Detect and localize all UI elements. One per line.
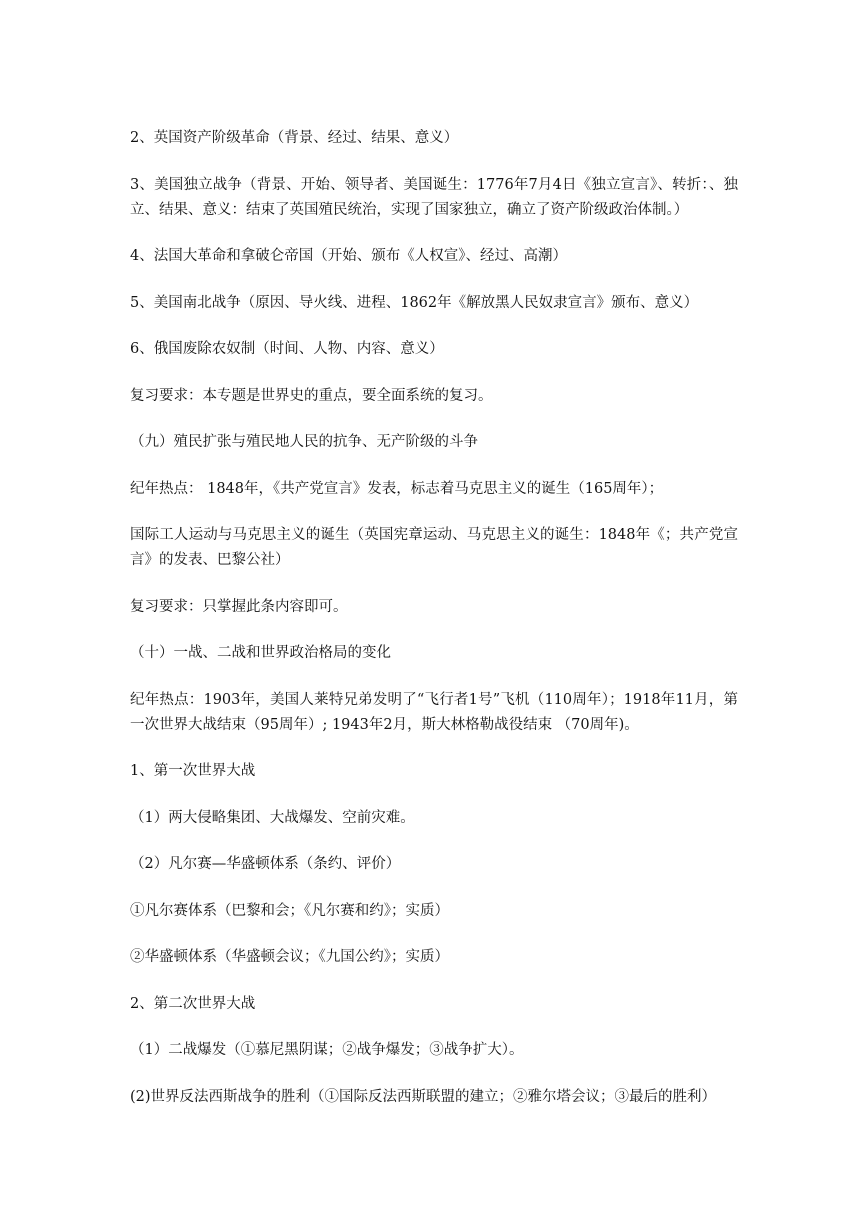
paragraph: 纪年热点： 1848年，《共产党宣言》发表，标志着马克思主义的诞生（165周年）； (130, 480, 664, 497)
paragraph: 复习要求：本专题是世界史的重点，要全面系统的复习。 (130, 387, 493, 404)
paragraph: 纪年热点：1903年，美国人莱特兄弟发明了“飞行者1号”飞机（110周年）；1918年11月，第一次世界大战结束（95周年）; 1943年2月，斯大林格勒战役结束 （70周年)。 (130, 691, 738, 733)
paragraph: 3、美国独立战争（背景、开始、领导者、美国诞生：1776年7月4日《独立宣言》、转折：、独立、结果、意义：结束了英国殖民统治，实现了国家独立，确立了资产阶级政治体制。） (130, 176, 738, 218)
document-body (130, 126, 738, 1131)
paragraph: 国际工人运动与马克思主义的诞生（英国宪章运动、马克思主义的诞生：1848年《；共产党宣言》的发表、巴黎公社） (130, 527, 738, 568)
section-heading: （十）一战、二战和世界政治格局的变化 (130, 645, 391, 661)
paragraph: 5、美国南北战争（原因、导火线、进程、1862年《解放黑人民奴隶宣言》颁布、意义） (130, 294, 699, 311)
list-item: ①凡尔赛体系（巴黎和会；《凡尔赛和约》；实质） (130, 902, 449, 919)
paragraph: 复习要求：只掌握此条内容即可。 (130, 598, 348, 615)
list-item: （1）二战爆发（①慕尼黑阴谋；②战争爆发；③战争扩大）。 (130, 1042, 524, 1058)
paragraph: 4、法国大革命和拿破仑帝国（开始、颁布《人权宣》、经过、高潮） (130, 248, 567, 264)
list-item: ②华盛顿体系（华盛顿会议；《九国公约》；实质） (130, 949, 449, 965)
subheading: 1、第一次世界大战 (130, 763, 256, 779)
paragraph: 6、俄国废除农奴制（时间、人物、内容、意义） (130, 341, 444, 357)
list-item: (2)世界反法西斯战争的胜利（①国际反法西斯联盟的建立；②雅尔塔会议；③最后的胜利） (130, 1088, 717, 1105)
section-heading: （九）殖民扩张与殖民地人民的抗争、无产阶级的斗争 (130, 434, 478, 450)
list-item: （2）凡尔赛—华盛顿体系（条约、评价） (130, 856, 401, 872)
list-item: （1）两大侵略集团、大战爆发、空前灾难。 (130, 809, 415, 826)
subheading: 2、第二次世界大战 (130, 995, 256, 1012)
paragraph: 2、英国资产阶级革命（背景、经过、结果、意义） (130, 130, 459, 146)
